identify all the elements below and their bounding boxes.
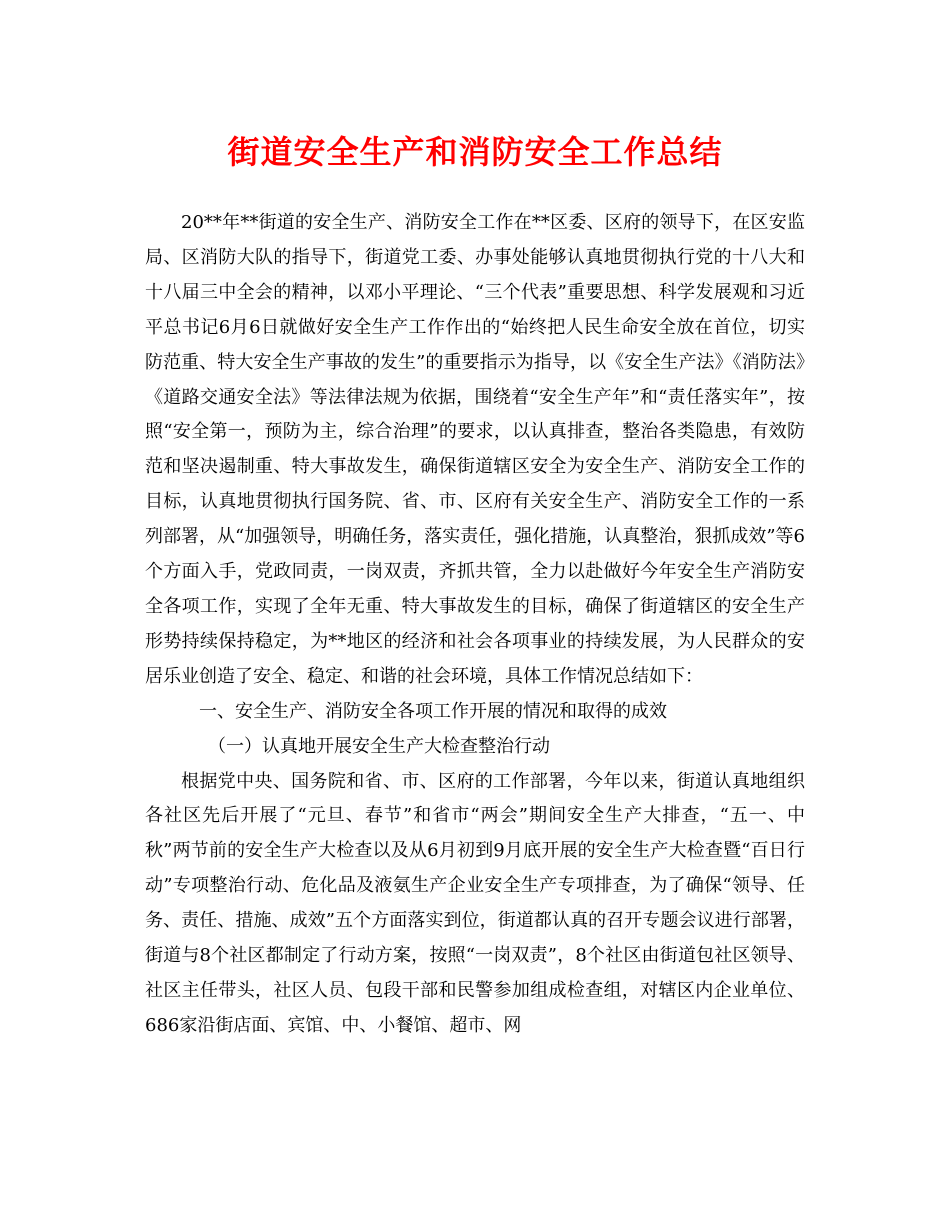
body-paragraph: 根据党中央、国务院和省、市、区府的工作部署，今年以来，街道认真地组织各社区先后开展了“元旦、春节”和省市“两会”期间安全生产大排查，“五一、中秋”两节前的安全生产大检查以及从6月初到9月底开展的安全生产大检查暨“百日行动”专项整治行动、危化品及液氨生产企业安全生产专项排查，为了确保“领导、任务、责任、措施、成效”五个方面落实到位，街道都认真的召开专题会议进行部署，街道与8个社区都制定了行动方案，按照“一岗双责”，8个社区由街道包社区领导、社区主任带头，社区人员、包段干部和民警参加组成检查组，对辖区内企业单位、686家沿街店面、宾馆、中、小餐馆、超市、网	[145, 770, 805, 1036]
document-title: 街道安全生产和消防安全工作总结	[227, 133, 723, 171]
intro-paragraph: 20**年**街道的安全生产、消防安全工作在**区委、区府的领导下，在区安监局、区消防大队的指导下，街道党工委、办事处能够认真地贯彻执行党的十八大和十八届三中全会的精神，以邓小平理论、“三个代表”重要思想、科学发展观和习近平总书记6月6日就做好安全生产工作作出的“始终把人民生命安全放在首位，切实防范重、特大安全生产事故的发生”的重要指示为指导，以《安全生产法》《消防法》《道路交通安全法》等法律法规为依据，围绕着“安全生产年”和“责任落实年”，按照“安全第一，预防为主，综合治理”的要求，以认真排查，整治各类隐患，有效防范和坚决遏制重、特大事故发生，确保街道辖区安全为安全生产、消防安全工作的目标，认真地贯彻执行国务院、省、市、区府有关安全生产、消防安全工作的一系列部署，从“加强领导，明确任务，落实责任，强化措施，认真整治，狠抓成效”等6个方面入手，党政同责，一岗双责，齐抓共管，全力以赴做好今年安全生产消防安全各项工作，实现了全年无重、特大事故发生的目标，确保了街道辖区的安全生产形势持续保持稳定，为**地区的经济和社会各项事业的持续发展，为人民群众的安居乐业创造了安全、稳定、和谐的社会环境，具体工作情况总结如下：	[145, 212, 805, 687]
subsection-heading: （一）认真地开展安全生产大检查整治行动	[208, 735, 550, 757]
document-body	[145, 206, 805, 1044]
section-heading: 一、安全生产、消防安全各项工作开展的情况和取得的成效	[199, 700, 667, 722]
